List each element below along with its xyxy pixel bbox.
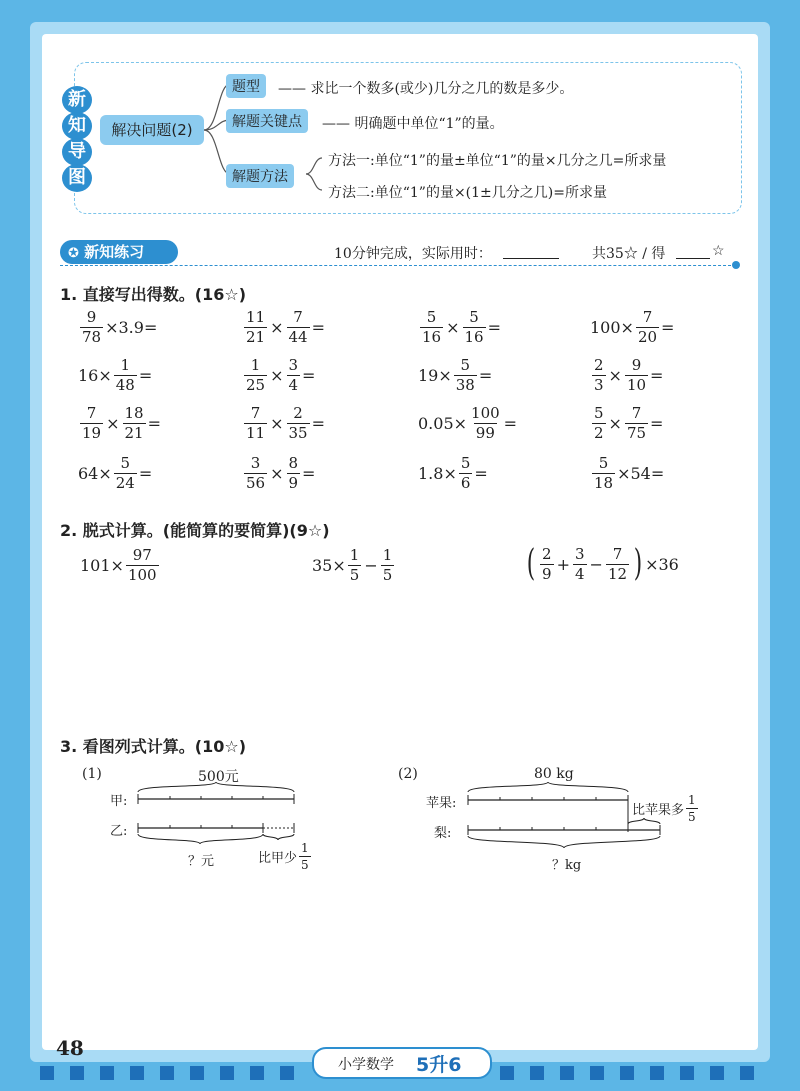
diagram1-question: ？元 (188, 854, 215, 869)
diagram2-row1-label: 苹果: (426, 796, 457, 811)
diagram1-row2-label: 乙: (110, 824, 128, 839)
score-label: 共35☆ / 得 (592, 246, 666, 262)
q1-expr: 0.05× $\frac{100}{99}$ = (418, 404, 518, 442)
q3-title: 3. 看图列式计算。(10☆) (60, 737, 247, 756)
method-one: 方法一:单位“1”的量±单位“1”的量×几分之几=所求量 (328, 153, 667, 169)
diagram1-row1-label: 甲: (110, 794, 128, 809)
q1-expr: $\frac{3}{56}$ × $\frac{8}{9}$ = (246, 454, 316, 492)
medal-icon: ✪ (68, 246, 79, 261)
time-label: 10分钟完成，实际用时： (334, 246, 492, 262)
diagram1-note: 比甲少 1 5 (258, 841, 309, 872)
q1-expr: 19× $\frac{5}{38}$ = (418, 356, 493, 394)
badge-char: 导 (62, 138, 92, 166)
q1-expr: $\frac{7}{11}$ × $\frac{2}{35}$ = (246, 404, 325, 442)
q2-expr-1: 101× $\frac{97}{100}$ (80, 546, 157, 584)
practice-badge (60, 240, 178, 264)
badge-char: 图 (62, 164, 92, 192)
branch-method-label: 解题方法 (226, 164, 294, 188)
q1-expr: $\frac{5}{16}$ × $\frac{5}{16}$ = (422, 308, 501, 346)
branch-key-text: —— 明确题中单位“1”的量。 (322, 116, 504, 132)
score-blank[interactable] (676, 258, 710, 259)
branch-type-text: —— 求比一个数多(或少)几分之几的数是多少。 (278, 81, 574, 97)
diagram2-number: (2) (398, 766, 418, 782)
q1-expr: $\frac{9}{78}$ ×3.9= (82, 308, 158, 346)
diagram2-total: 80 kg (534, 766, 574, 782)
q1-expr: 100× $\frac{7}{20}$ = (590, 308, 675, 346)
section-divider (60, 265, 736, 266)
footer-grade: 5升6 (416, 1054, 462, 1076)
q1-title: 1. 直接写出得数。(16☆) (60, 285, 247, 304)
diagram1-number: (1) (82, 766, 102, 782)
q1-expr: 16× $\frac{1}{48}$ = (78, 356, 153, 394)
page-number: 48 (56, 1036, 84, 1060)
q2-expr-3: ( 2 9 + $\frac{3}{4}$ − $\frac{7}{12}$ ) ×36 (526, 543, 679, 584)
q1-expr: $\frac{11}{21}$ × $\frac{7}{44}$ = (246, 308, 325, 346)
footer-subject: 小学数学 (338, 1057, 394, 1073)
q1-expr: $\frac{1}{25}$ × $\frac{3}{4}$ = (246, 356, 316, 394)
q2-expr-2: 35× $\frac{1}{5}$ − $\frac{1}{5}$ (312, 546, 393, 584)
score-star: ☆ (712, 243, 725, 259)
diagram1-bars (134, 780, 304, 846)
diagram1-total: 500元 (198, 769, 239, 785)
q1-expr: $\frac{7}{19}$ × $\frac{18}{21}$ = (82, 404, 161, 442)
diagram2-row2-label: 梨: (434, 826, 452, 841)
q1-expr: 1.8× $\frac{5}{6}$ = (418, 454, 488, 492)
branch-key-label: 解题关键点 (226, 109, 308, 133)
divider-dot (732, 261, 740, 269)
bottom-tabs (30, 1062, 770, 1084)
diagram2-question: ？kg (552, 858, 582, 873)
branch-type-label: 题型 (226, 74, 266, 98)
mind-map-topic: 解决问题(2) (100, 115, 204, 145)
practice-label: 新知练习 (84, 243, 145, 261)
q1-expr: $\frac{2}{3}$ × $\frac{9}{10}$ = (594, 356, 664, 394)
method-two: 方法二:单位“1”的量×(1±几分之几)=所求量 (328, 185, 607, 201)
q1-expr: 64× $\frac{5}{24}$ = (78, 454, 153, 492)
diagram2-note: 比苹果多 1 5 (632, 793, 696, 824)
badge-char: 知 (62, 112, 92, 140)
time-blank[interactable] (503, 258, 559, 259)
badge-char: 新 (62, 86, 92, 114)
q1-expr: $\frac{5}{2}$ × $\frac{7}{75}$ = (594, 404, 664, 442)
q2-title: 2. 脱式计算。(能简算的要简算)(9☆) (60, 521, 330, 540)
q1-expr: $\frac{5}{18}$ ×54= (594, 454, 665, 492)
